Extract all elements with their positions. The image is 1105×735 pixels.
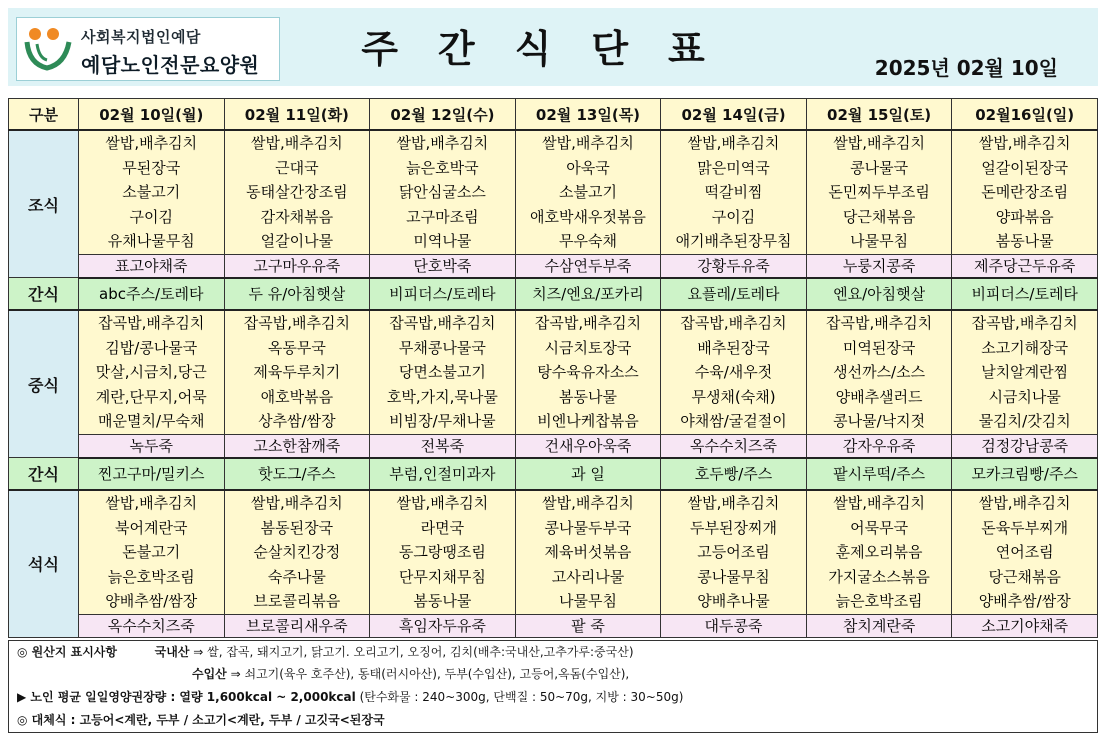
menu-item: 시금치토장국 xyxy=(544,338,632,357)
menu-item: 콩나물무침 xyxy=(697,567,770,586)
menu-item: 시금치나물 xyxy=(988,387,1061,406)
menu-item: 맑은미역국 xyxy=(697,158,770,177)
snack-cell: 비피더스/토레타 xyxy=(952,278,1098,310)
snack-cell: 비피더스/토레타 xyxy=(370,278,516,310)
menu-item: 쌀밥,배추김치 xyxy=(687,493,780,512)
menu-item: 늙은호박조림 xyxy=(835,592,923,611)
menu-item: 비엔나케찹볶음 xyxy=(537,412,639,431)
menu-item: 훈제오리볶음 xyxy=(835,543,923,562)
porridge-cell: 옥수수치즈죽 xyxy=(79,614,225,637)
day-header-row xyxy=(9,99,1098,131)
menu-item: 어묵무국 xyxy=(850,518,909,537)
dinner-menu-cell xyxy=(79,490,225,614)
snack-cell: 두 유/아침햇살 xyxy=(224,278,370,310)
porridge-cell: 단호박죽 xyxy=(370,254,516,278)
day-header: 02월 11일(화) xyxy=(224,99,370,131)
menu-item: 쌀밥,배추김치 xyxy=(105,134,198,152)
menu-item: 봄동나물 xyxy=(558,387,617,406)
menu-item: 순살치킨강정 xyxy=(253,543,341,562)
snack2-row xyxy=(9,458,1098,490)
menu-item: 두부된장찌개 xyxy=(690,518,777,537)
lunch-label: 중식 xyxy=(9,310,79,458)
porridge-cell: 전복죽 xyxy=(370,434,516,458)
menu-item: 옥동무국 xyxy=(267,338,326,357)
facility-name: 예담노인전문요양원 xyxy=(81,53,260,77)
breakfast-row xyxy=(9,130,1098,254)
dinner-menu-cell xyxy=(806,490,952,614)
menu-item: 맛살,시금치,당근 xyxy=(95,363,207,382)
nutrition-title: ▶ 노인 평균 일일영양권장량 : 열량 1,600kcal ~ 2,000kcal xyxy=(17,690,356,704)
menu-item: 잡곡밥,배추김치 xyxy=(825,313,933,332)
snack-cell: 호두빵/주스 xyxy=(661,458,807,490)
menu-item: 단무지채무침 xyxy=(398,567,486,586)
menu-item: 매운멸치/무숙채 xyxy=(98,412,205,431)
snack-cell: 요플레/토레타 xyxy=(661,278,807,310)
menu-item: 호박,가지,묵나물 xyxy=(386,387,498,406)
menu-item: 콩나물두부국 xyxy=(544,518,632,537)
menu-item: 양배추샐러드 xyxy=(835,387,923,406)
import-text: ⇒ 쇠고기(육우 호주산), 동태(러시아산), 두부(수입산), 고등어,옥돔(수입산), xyxy=(230,667,630,681)
snack-cell: 모카크림빵/주스 xyxy=(952,458,1098,490)
lunch-row xyxy=(9,310,1098,434)
menu-item: 제육두루치기 xyxy=(253,363,341,382)
dinner-menu-cell xyxy=(224,490,370,614)
porridge-cell: 흑임자두유죽 xyxy=(370,614,516,637)
header-banner xyxy=(8,8,1098,86)
menu-item: 무된장국 xyxy=(122,158,181,177)
menu-item: 닭안심굴소스 xyxy=(398,183,486,202)
menu-item: 쌀밥,배추김치 xyxy=(978,134,1071,152)
menu-item: 애호박볶음 xyxy=(260,387,334,406)
menu-item: 쌀밥,배추김치 xyxy=(833,493,925,512)
menu-item: 무우숙채 xyxy=(558,232,617,251)
dinner-menu-cell xyxy=(952,490,1098,614)
breakfast-menu-cell xyxy=(806,130,952,254)
menu-item: 무생채(숙채) xyxy=(691,387,776,406)
origin-row-import xyxy=(192,665,629,682)
lunch-menu-cell xyxy=(806,310,952,434)
menu-item: 고사리나물 xyxy=(551,567,625,586)
porridge-cell: 제주당근두유죽 xyxy=(952,254,1098,278)
category-column-header: 구분 xyxy=(9,99,79,131)
menu-item: 쌀밥,배추김치 xyxy=(542,493,634,512)
dinner-menu-cell xyxy=(661,490,807,614)
menu-item: 제육버섯볶음 xyxy=(544,543,632,562)
snack-cell: 팥시루떡/주스 xyxy=(806,458,952,490)
menu-item: 물김치/갓김치 xyxy=(978,412,1071,431)
nutrition-row xyxy=(17,688,683,705)
menu-item: 김밥/콩나물국 xyxy=(105,338,198,357)
snack-cell: abc주스/토레타 xyxy=(79,278,225,310)
porridge-cell: 브로콜리새우죽 xyxy=(224,614,370,637)
porridge-cell: 검정강남콩죽 xyxy=(952,434,1098,458)
menu-item: 탕수육유자소스 xyxy=(537,363,639,382)
menu-item: 잡곡밥,배추김치 xyxy=(534,313,642,332)
porridge-cell: 옥수수치즈죽 xyxy=(661,434,807,458)
breakfast-menu-cell xyxy=(224,130,370,254)
menu-item: 잡곡밥,배추김치 xyxy=(243,313,350,332)
menu-item: 잡곡밥,배추김치 xyxy=(98,313,205,332)
menu-item: 소고기해장국 xyxy=(981,338,1069,357)
menu-item: 콩나물/낙지젓 xyxy=(833,412,926,431)
day-header: 02월 10일(월) xyxy=(79,99,225,131)
menu-item: 소불고기 xyxy=(122,183,181,202)
porridge-cell: 건새우아욱죽 xyxy=(515,434,661,458)
menu-item: 상추쌈/쌈장 xyxy=(258,412,336,431)
day-header-saturday: 02월 15일(토) xyxy=(806,99,952,131)
menu-item: 얼갈이된장국 xyxy=(981,158,1069,177)
day-header: 02월 14일(금) xyxy=(661,99,807,131)
menu-date: 2025년 02월 10일 xyxy=(874,56,1058,80)
organization-name: 사회복지법인예담 xyxy=(81,28,201,46)
nutrition-detail: (탄수화물 : 240~300g, 단백질 : 50~70g, 지방 : 30~50g) xyxy=(359,690,684,704)
menu-item: 동그랑땡조림 xyxy=(398,543,486,562)
menu-item: 나물무침 xyxy=(558,592,617,611)
substitute-row: ◎ 대체식 : 고등어<계란, 두부 / 소고기<계란, 두부 / 고깃국<된장국 xyxy=(17,713,385,727)
domestic-label: 국내산 xyxy=(154,645,190,659)
dinner-label: 석식 xyxy=(9,490,79,637)
menu-item: 당근채볶음 xyxy=(842,207,916,226)
menu-item: 쌀밥,배추김치 xyxy=(396,134,489,152)
breakfast-menu-cell xyxy=(515,130,661,254)
menu-item: 당면소불고기 xyxy=(398,363,486,382)
menu-item: 늙은호박조림 xyxy=(107,567,195,586)
menu-item: 돈민찌두부조림 xyxy=(828,183,930,202)
menu-item: 수육/새우젓 xyxy=(694,363,773,382)
menu-item: 돈불고기 xyxy=(122,543,181,562)
menu-item: 애호박새우젓볶음 xyxy=(530,207,646,226)
porridge-cell: 팥 죽 xyxy=(515,614,661,637)
menu-item: 애기배추된장무침 xyxy=(675,232,792,251)
porridge-cell: 감자우유죽 xyxy=(806,434,952,458)
menu-item: 잡곡밥,배추김치 xyxy=(680,313,787,332)
menu-item: 라면국 xyxy=(420,518,465,537)
menu-item: 무채콩나물국 xyxy=(398,338,486,357)
menu-item: 양배추쌈/쌈장 xyxy=(978,592,1071,611)
snack-cell: 찐고구마/밀키스 xyxy=(79,458,225,490)
page-title: 주간식단표 xyxy=(361,27,745,71)
domestic-text: ⇒ 쌀, 잡곡, 돼지고기, 닭고기. 오리고기, 오징어, 김치(배추:국내산,고추가루:중국산) xyxy=(193,645,634,659)
menu-item: 나물무침 xyxy=(850,232,909,251)
day-header: 02월 12일(수) xyxy=(370,99,516,131)
notes-section xyxy=(8,640,1098,733)
menu-item: 쌀밥,배추김치 xyxy=(105,493,198,512)
snack-cell: 부럼,인절미과자 xyxy=(370,458,516,490)
menu-item: 비빔장/무채나물 xyxy=(389,412,496,431)
porridge-cell: 누룽지콩죽 xyxy=(806,254,952,278)
menu-item: 연어조림 xyxy=(995,543,1054,562)
menu-item: 야채쌈/굴겉절이 xyxy=(680,412,787,431)
menu-item: 얼갈이나물 xyxy=(260,232,334,251)
breakfast-menu-cell xyxy=(952,130,1098,254)
snack-label: 간식 xyxy=(9,458,79,490)
porridge-cell: 고구마우유죽 xyxy=(224,254,370,278)
menu-item: 고구마조림 xyxy=(406,207,479,226)
lunch-porridge-row xyxy=(9,434,1098,458)
porridge-cell: 강황두유죽 xyxy=(661,254,807,278)
breakfast-label: 조식 xyxy=(9,130,79,278)
menu-item: 봄동된장국 xyxy=(260,518,334,537)
lunch-menu-cell xyxy=(515,310,661,434)
dinner-menu-cell xyxy=(370,490,516,614)
menu-item: 아욱국 xyxy=(566,158,610,177)
import-label: 수입산 xyxy=(192,667,227,681)
porridge-cell: 대두콩죽 xyxy=(661,614,807,637)
snack-label: 간식 xyxy=(9,278,79,310)
breakfast-menu-cell xyxy=(370,130,516,254)
lunch-menu-cell xyxy=(370,310,516,434)
yedam-logo-icon xyxy=(23,24,77,74)
menu-item: 구이김 xyxy=(129,207,174,226)
menu-item: 잡곡밥,배추김치 xyxy=(971,313,1078,332)
menu-item: 쌀밥,배추김치 xyxy=(833,134,925,152)
porridge-cell: 소고기야채죽 xyxy=(952,614,1098,637)
menu-item: 늙은호박국 xyxy=(406,158,479,177)
porridge-cell: 표고야채죽 xyxy=(79,254,225,278)
menu-item: 감자채볶음 xyxy=(260,207,334,226)
origin-title: ◎ 원산지 표시사항 xyxy=(17,645,117,659)
menu-item: 떡갈비찜 xyxy=(704,183,763,202)
snack-cell: 핫도그/주스 xyxy=(224,458,370,490)
menu-item: 쌀밥,배추김치 xyxy=(978,493,1071,512)
menu-item: 쌀밥,배추김치 xyxy=(687,134,780,152)
lunch-menu-cell xyxy=(952,310,1098,434)
menu-item: 날치알계란찜 xyxy=(981,363,1069,382)
lunch-menu-cell xyxy=(661,310,807,434)
menu-item: 북어계란국 xyxy=(115,518,188,537)
porridge-cell: 수삼연두부죽 xyxy=(515,254,661,278)
porridge-cell: 녹두죽 xyxy=(79,434,225,458)
menu-item: 당근채볶음 xyxy=(988,567,1061,586)
menu-item: 숙주나물 xyxy=(267,567,326,586)
breakfast-menu-cell xyxy=(661,130,807,254)
snack-cell: 엔요/아침햇살 xyxy=(806,278,952,310)
menu-item: 양파볶음 xyxy=(995,207,1054,226)
breakfast-menu-cell xyxy=(79,130,225,254)
dinner-row xyxy=(9,490,1098,614)
lunch-menu-cell xyxy=(224,310,370,434)
day-header-sunday: 02월16일(일) xyxy=(952,99,1098,131)
menu-item: 쌀밥,배추김치 xyxy=(250,493,343,512)
snack-cell: 과 일 xyxy=(515,458,661,490)
menu-item: 브로콜리볶음 xyxy=(253,592,341,611)
menu-item: 구이김 xyxy=(711,207,756,226)
menu-item: 콩나물국 xyxy=(850,158,909,177)
day-header: 02월 13일(목) xyxy=(515,99,661,131)
menu-item: 봄동나물 xyxy=(413,592,472,611)
lunch-menu-cell xyxy=(79,310,225,434)
menu-item: 생선까스/소스 xyxy=(833,363,926,382)
menu-item: 미역나물 xyxy=(413,232,472,251)
menu-item: 봄동나물 xyxy=(995,232,1054,251)
menu-item: 돈메란장조림 xyxy=(981,183,1069,202)
breakfast-porridge-row xyxy=(9,254,1098,278)
organization-logo xyxy=(16,17,280,81)
menu-item: 쌀밥,배추김치 xyxy=(542,134,634,152)
menu-item: 쌀밥,배추김치 xyxy=(396,493,489,512)
menu-item: 가지굴소스볶음 xyxy=(828,567,930,586)
menu-item: 소불고기 xyxy=(558,183,617,202)
menu-item: 근대국 xyxy=(275,158,319,177)
snack1-row xyxy=(9,278,1098,310)
weekly-menu-table xyxy=(8,98,1098,638)
dinner-menu-cell xyxy=(515,490,661,614)
menu-item: 양배추쌈/쌈장 xyxy=(105,592,198,611)
menu-item: 고등어조림 xyxy=(697,543,770,562)
menu-item: 배추된장국 xyxy=(697,338,770,357)
menu-item: 동태살간장조림 xyxy=(246,183,348,202)
menu-item: 유채나물무침 xyxy=(107,232,195,251)
origin-row-domestic xyxy=(17,643,634,660)
menu-item: 미역된장국 xyxy=(842,338,916,357)
snack-cell: 치즈/엔요/포카리 xyxy=(515,278,661,310)
porridge-cell: 참치계란죽 xyxy=(806,614,952,637)
dinner-porridge-row xyxy=(9,614,1098,637)
menu-item: 돈육두부찌개 xyxy=(981,518,1069,537)
menu-item: 쌀밥,배추김치 xyxy=(250,134,343,152)
menu-item: 잡곡밥,배추김치 xyxy=(389,313,496,332)
menu-item: 양배추나물 xyxy=(697,592,770,611)
porridge-cell: 고소한참깨죽 xyxy=(224,434,370,458)
menu-item: 계란,단무지,어묵 xyxy=(95,387,207,406)
